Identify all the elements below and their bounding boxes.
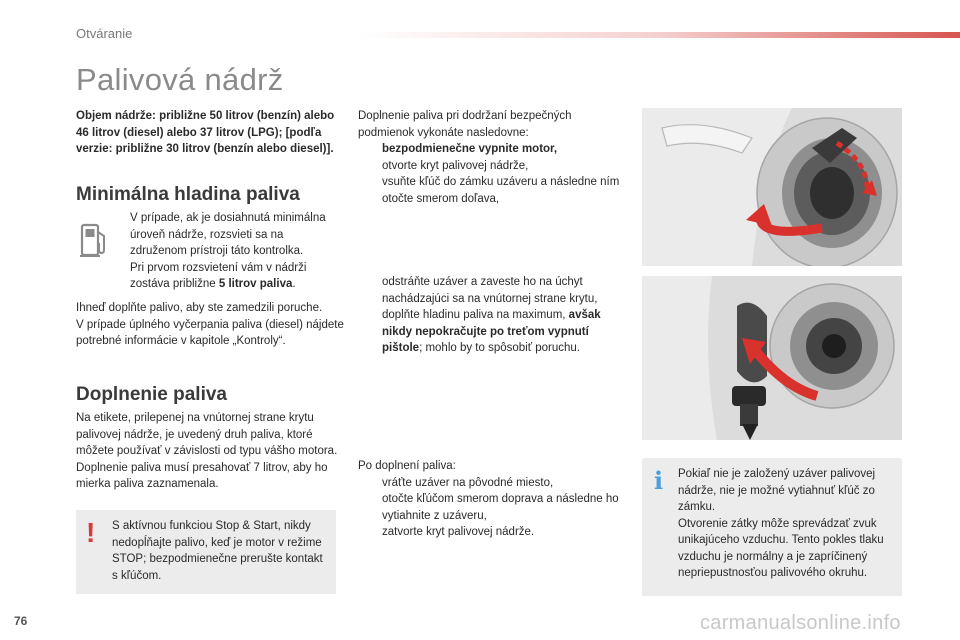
fuel-flap-key-illustration	[642, 108, 902, 266]
info-text-b: Otvorenie zátky môže sprevádzať zvuk unikajúceho vzduchu. Tento pokles tlaku vzduchu je normálny a je zapríčinený nepriepustnosťou palivového okruhu.	[678, 517, 884, 579]
min-level-text-b: Pri prvom rozsvietení vám v nádrži zostáva približne 5 litrov paliva.	[130, 261, 307, 290]
procedure-part-1	[358, 108, 628, 207]
page-number: 76	[14, 614, 28, 628]
min-level-heading: Minimálna hladina paliva	[76, 184, 300, 205]
refuel-text-b: Doplnenie paliva musí presahovať 7 litrov, aby ho mierka paliva zaznamenala.	[76, 461, 328, 490]
tank-capacity-text: Objem nádrže: približne 50 litrov (benzín) alebo 46 litrov (diesel) alebo 37 litrov (LPG); [podľa verzie: približne 30 litrov (benzín alebo diesel)].	[76, 110, 335, 155]
min-level-text-d: V prípade úplného vyčerpania paliva (diesel) nájdete potrebné informácie v kapitole „Kontroly“.	[76, 318, 344, 347]
fuel-pump-icon	[80, 222, 110, 258]
procedure-part-2	[358, 274, 628, 357]
min-level-text-c: Ihneď doplňte palivo, aby ste zamedzili poruche.	[76, 302, 323, 314]
refuel-text-a: Na etikete, prilepenej na vnútornej strane krytu palivovej nádrže, je uvedený druh paliva, ktoré môžete používať v závislosti od typu vášho motora.	[76, 412, 338, 457]
warning-box	[76, 510, 336, 594]
info-box	[642, 458, 902, 596]
section-label: Otváranie	[76, 26, 133, 41]
procedure-part-3	[358, 458, 628, 541]
min-level-text-a: V prípade, ak je dosiahnutá minimálna úroveň nádrže, rozsvieti sa na združenom prístroji táto kontrolka.	[130, 212, 326, 257]
info-text	[678, 466, 894, 582]
min-level-description	[130, 210, 340, 293]
list-item: otvorte kryt palivovej nádrže,	[382, 159, 529, 172]
page-title: Palivová nádrž	[76, 62, 284, 97]
procedure-intro: Doplnenie paliva pri dodržaní bezpečných podmienok vykonáte nasledovne:	[358, 110, 572, 139]
list-item: bezpodmienečne vypnite motor,	[382, 143, 558, 155]
list-item: vsuňte kľúč do zámku uzáveru a následne ním otočte smerom doľava,	[382, 176, 620, 205]
header-rule	[360, 32, 960, 38]
fuel-cap-removal-illustration	[642, 276, 902, 440]
list-item: zatvorte kryt palivovej nádrže.	[382, 526, 535, 538]
list-item: doplňte hladinu paliva na maximum, avšak nikdy nepokračujte po treťom vypnutí pištole; mohlo by to spôsobiť poruchu.	[382, 309, 601, 354]
info-icon: i	[654, 466, 664, 495]
watermark: carmanualsonline.info	[700, 612, 901, 634]
list-item: odstráňte uzáver a zaveste ho na úchyt nachádzajúci sa na vnútornej strane krytu,	[382, 276, 598, 305]
warning-icon: !	[86, 517, 96, 548]
list-item: otočte kľúčom smerom doprava a následne ho vytiahnite z uzáveru,	[382, 493, 619, 522]
warning-text: S aktívnou funkciou Stop & Start, nikdy nedopĺňajte palivo, keď je motor v režime STOP; bezpodmienečne prerušte kontakt s kľúčom.	[112, 520, 323, 582]
after-refuel-intro: Po doplnení paliva:	[358, 460, 456, 472]
min-level-advice	[76, 300, 346, 350]
info-text-a: Pokiaľ nie je založený uzáver palivovej nádrže, nie je možné vytiahnuť kľúč zo zámku.	[678, 468, 876, 513]
list-item: vráťte uzáver na pôvodné miesto,	[382, 476, 554, 489]
refuel-heading: Doplnenie paliva	[76, 384, 227, 405]
refuel-description	[76, 410, 346, 493]
